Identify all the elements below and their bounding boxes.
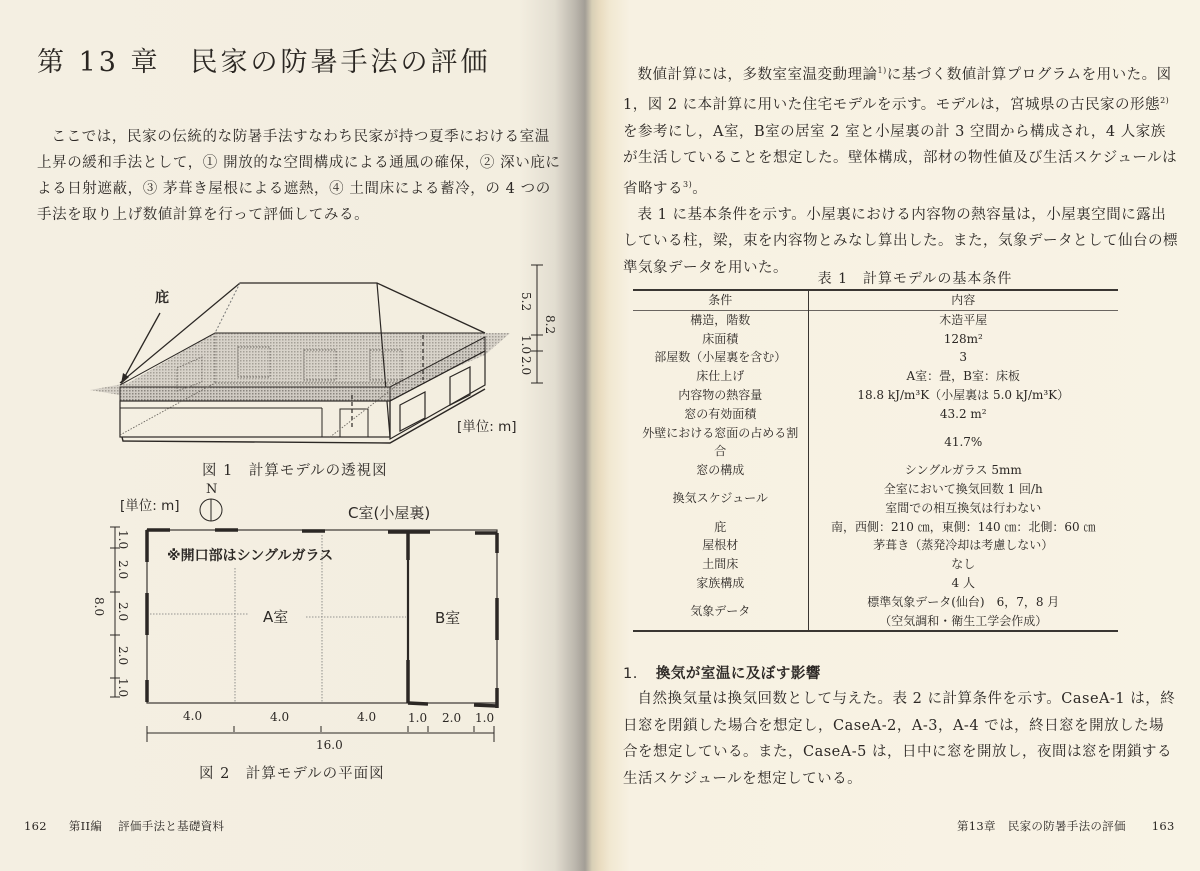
figure1-caption: 図 1 計算モデルの透視図 bbox=[202, 463, 388, 479]
content-cell bbox=[808, 480, 1118, 518]
hdim-4: 2.0 bbox=[442, 711, 462, 725]
dim-roof-height: 5.2 bbox=[519, 292, 533, 312]
content-line: A室：畳，B室：床板 bbox=[906, 369, 1020, 384]
header-condition: 条件 bbox=[633, 290, 808, 310]
hdim-3: 1.0 bbox=[408, 711, 428, 725]
vdim-0: 1.0 bbox=[116, 530, 130, 550]
dim-wall-height: 2.0 bbox=[519, 356, 533, 376]
figure2-unit-label: [単位: m] bbox=[120, 498, 180, 514]
content-line: 木造平屋 bbox=[939, 312, 988, 327]
content-line: 標準気象データ(仙台) 6，7，8 月 bbox=[867, 594, 1060, 609]
hdim-0: 4.0 bbox=[183, 709, 203, 723]
room-a-label: A室 bbox=[263, 608, 289, 626]
hdim-1: 4.0 bbox=[270, 710, 290, 724]
eave-label: 庇 bbox=[155, 290, 169, 306]
p1-d: 。 bbox=[692, 180, 708, 197]
paragraph-conditions: 表 1 に基本条件を示す。小屋裏における内容物の熱容量は，小屋裏空間に露出している柱，梁，束を内容物とみなし算出した。また，気象データとして仙台の標準気象データを用いた。 bbox=[623, 206, 1178, 276]
content-line: 全室において換気回数 1 回/h bbox=[883, 481, 1043, 496]
hdim-5: 1.0 bbox=[475, 711, 495, 725]
condition-cell: 窓の有効面積 bbox=[633, 405, 808, 424]
table-row bbox=[633, 555, 1118, 574]
footer-chapter-title: 民家の防暑手法の評価 bbox=[1007, 819, 1126, 833]
table-row bbox=[633, 574, 1118, 593]
section-body bbox=[623, 686, 1178, 792]
vdim-3: 2.0 bbox=[116, 646, 130, 666]
dim-band-height: 1.0 bbox=[519, 335, 533, 355]
content-cell bbox=[808, 424, 1118, 462]
p1-b: に基づく数値計算プログラムを用いた。図 1，図 2 に本計算に用いた住宅モデルを示す。モデルは，宮城県の古民家の形態 bbox=[623, 66, 1172, 114]
content-line: 南，西側：210 ㎝，東側：140 ㎝：北側：60 ㎝ bbox=[830, 519, 1096, 534]
right-footer bbox=[957, 818, 1175, 834]
content-cell bbox=[808, 330, 1118, 349]
figure1-unit-label: [単位: m] bbox=[457, 419, 517, 435]
p1-a: 数値計算には，多数室室温変動理論 bbox=[637, 66, 878, 83]
opening-note: ※開口部はシングルガラス bbox=[167, 548, 334, 564]
intro-paragraph: ここでは，民家の伝統的な防暑手法すなわち民家が持つ夏季における室温上昇の緩和手法として，① 開放的な空間構成による通風の確保，② 深い庇による日射遮蔽，③ 茅葺き屋根による遮熱，④ 土間床による蓄冷，の 4 つの手法を取り上げ数値計算を行って評価してみる。 bbox=[37, 129, 561, 223]
right-page bbox=[605, 0, 1200, 871]
content-line: なし bbox=[951, 557, 976, 572]
content-line: 室間での相互換気は行わない bbox=[885, 500, 1042, 515]
table1-title: 表 1 計算モデルの基本条件 bbox=[817, 271, 1013, 287]
figure-2-plan bbox=[80, 480, 520, 780]
right-page-number: 163 bbox=[1151, 819, 1175, 833]
chapter-title: 第 13 章 民家の防暑手法の評価 bbox=[37, 47, 491, 78]
content-cell bbox=[808, 348, 1118, 367]
table-row bbox=[633, 386, 1118, 405]
right-intro-text bbox=[623, 58, 1178, 281]
content-line: 128m² bbox=[943, 331, 983, 346]
conditions-table bbox=[633, 289, 1118, 632]
footer-chapter: 第13章 bbox=[957, 819, 996, 833]
condition-cell: 家族構成 bbox=[633, 574, 808, 593]
table-row bbox=[633, 367, 1118, 386]
floor-plan-drawing bbox=[80, 480, 520, 780]
table-row bbox=[633, 518, 1118, 537]
condition-cell: 部屋数（小屋裏を含む） bbox=[633, 348, 808, 367]
content-cell bbox=[808, 518, 1118, 537]
ref-1: 1) bbox=[877, 66, 887, 75]
content-cell bbox=[808, 461, 1118, 480]
north-label: N bbox=[206, 482, 218, 497]
condition-cell: 内容物の熱容量 bbox=[633, 386, 808, 405]
table-row bbox=[633, 310, 1118, 329]
table-row bbox=[633, 480, 1118, 518]
intro-text bbox=[37, 124, 562, 228]
content-cell bbox=[808, 386, 1118, 405]
content-cell bbox=[808, 405, 1118, 424]
condition-cell: 窓の構成 bbox=[633, 461, 808, 480]
content-line: 4 人 bbox=[951, 575, 975, 590]
left-page bbox=[0, 0, 590, 871]
condition-cell: 床仕上げ bbox=[633, 367, 808, 386]
vdim-1: 2.0 bbox=[116, 560, 130, 580]
table-row bbox=[633, 461, 1118, 480]
condition-cell: 床面積 bbox=[633, 330, 808, 349]
content-cell bbox=[808, 593, 1118, 632]
content-cell bbox=[808, 574, 1118, 593]
table-row bbox=[633, 330, 1118, 349]
p1-c: を参考にし，A室，B室の居室 2 室と小屋裏の計 3 空間から構成され，4 人家族が生活していることを想定した。壁体構成，部材の物性値及び生活スケジュールは省略する bbox=[623, 123, 1178, 197]
content-line: 43.2 m² bbox=[939, 406, 987, 421]
ref-3: 3) bbox=[683, 179, 693, 189]
room-b-label: B室 bbox=[435, 609, 461, 627]
table-row bbox=[633, 536, 1118, 555]
left-page-number: 162 bbox=[24, 819, 47, 833]
table-row bbox=[633, 348, 1118, 367]
ref-2: 2) bbox=[1160, 96, 1170, 106]
content-line: シングルガラス 5mm bbox=[904, 463, 1022, 478]
figure-1-perspective bbox=[90, 255, 557, 455]
hdim-total: 16.0 bbox=[316, 738, 343, 752]
content-line: 3 bbox=[959, 350, 968, 365]
condition-cell: 構造，階数 bbox=[633, 310, 808, 329]
vdim-2: 2.0 bbox=[116, 602, 130, 622]
vdim-total: 8.0 bbox=[92, 597, 106, 617]
table-row bbox=[633, 424, 1118, 462]
content-line: 18.8 kJ/m³K（小屋裏は 5.0 kJ/m³K） bbox=[857, 387, 1070, 402]
condition-cell: 外壁における窓面の占める割合 bbox=[633, 424, 808, 462]
content-line: 41.7% bbox=[944, 434, 983, 449]
content-cell bbox=[808, 555, 1118, 574]
left-footer bbox=[24, 818, 224, 834]
hdim-2: 4.0 bbox=[357, 710, 377, 724]
vdim-4: 1.0 bbox=[116, 678, 130, 698]
paragraph-model bbox=[623, 58, 1178, 202]
content-cell bbox=[808, 367, 1118, 386]
content-line: 茅葺き（蒸発冷却は考慮しない） bbox=[873, 538, 1054, 553]
content-cell bbox=[808, 536, 1118, 555]
condition-cell: 換気スケジュール bbox=[633, 480, 808, 518]
part-title: 評価手法と基礎資料 bbox=[118, 819, 225, 833]
content-cell bbox=[808, 310, 1118, 329]
condition-cell: 屋根材 bbox=[633, 536, 808, 555]
table-row bbox=[633, 593, 1118, 632]
section-heading bbox=[623, 662, 821, 683]
section-paragraph: 自然換気量は換気回数として与えた。表 2 に計算条件を示す。CaseA-1 は，終日窓を閉鎖した場合を想定し，CaseA-2，A-3，A-4 では，終日窓を開放した場合を想定している。また，CaseA-5 は，日中に窓を開放し，夜間は窓を閉鎖する生活スケジュールを想定している。 bbox=[623, 691, 1176, 787]
condition-cell: 気象データ bbox=[633, 593, 808, 632]
condition-cell: 庇 bbox=[633, 518, 808, 537]
content-line: （空気調和・衛生工学会作成） bbox=[879, 613, 1048, 628]
figure2-caption: 図 2 計算モデルの平面図 bbox=[199, 766, 385, 782]
condition-cell: 土間床 bbox=[633, 555, 808, 574]
table-row bbox=[633, 405, 1118, 424]
dim-total-height: 8.2 bbox=[543, 315, 557, 335]
table-header-row bbox=[633, 290, 1118, 310]
header-content: 内容 bbox=[951, 293, 976, 307]
section-title: 換気が室温に及ぼす影響 bbox=[655, 666, 821, 682]
part-label: 第II編 bbox=[68, 819, 103, 833]
attic-room-label: C室(小屋裏) bbox=[348, 504, 431, 522]
section-number: 1. bbox=[623, 666, 638, 682]
